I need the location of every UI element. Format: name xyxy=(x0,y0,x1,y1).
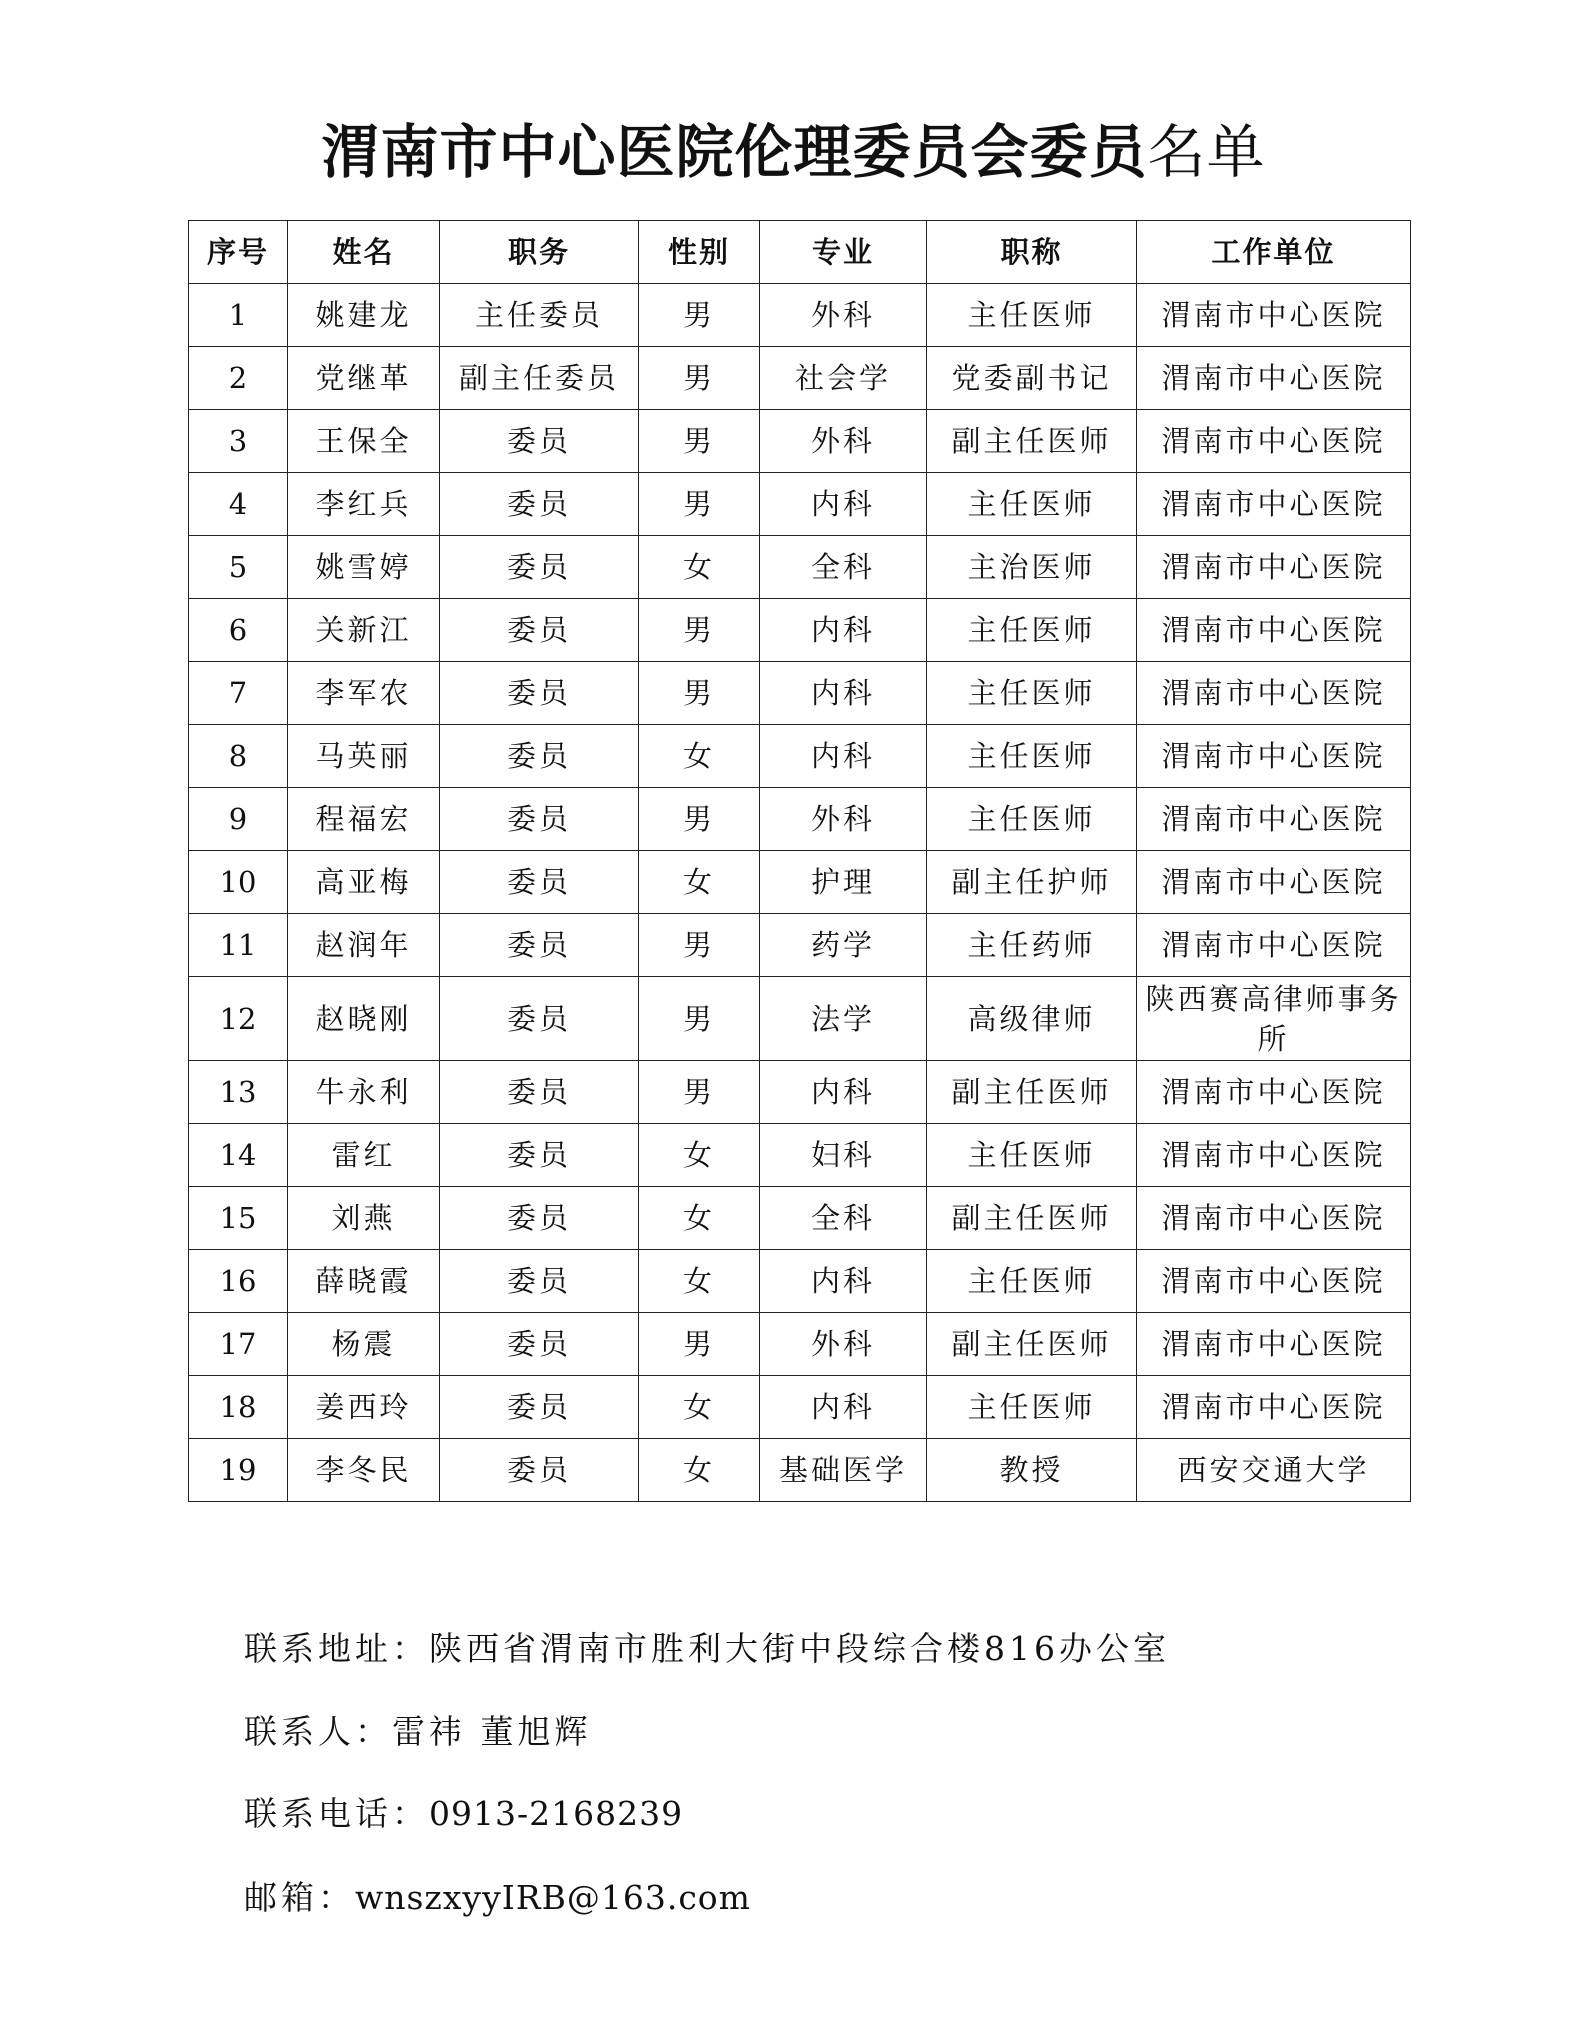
header-position: 职务 xyxy=(440,221,639,284)
cell-title: 主任医师 xyxy=(927,662,1137,725)
cell-position: 委员 xyxy=(440,473,639,536)
cell-gender: 女 xyxy=(639,851,760,914)
cell-name: 刘燕 xyxy=(288,1187,440,1250)
cell-position: 主任委员 xyxy=(440,284,639,347)
contact-phone xyxy=(244,1792,1444,1836)
table-row xyxy=(189,914,1411,977)
cell-index: 12 xyxy=(189,977,288,1061)
cell-name: 姚雪婷 xyxy=(288,536,440,599)
page-title-main: 渭南市中心医院伦理委员会委员 xyxy=(321,118,1148,186)
cell-gender: 男 xyxy=(639,914,760,977)
header-title: 职称 xyxy=(927,221,1137,284)
cell-name: 马英丽 xyxy=(288,725,440,788)
contact-person xyxy=(244,1710,1444,1754)
cell-specialty: 内科 xyxy=(760,473,927,536)
cell-gender: 女 xyxy=(639,536,760,599)
cell-index: 10 xyxy=(189,851,288,914)
cell-workplace: 渭南市中心医院 xyxy=(1137,662,1411,725)
cell-specialty: 护理 xyxy=(760,851,927,914)
cell-gender: 女 xyxy=(639,1439,760,1502)
cell-position: 委员 xyxy=(440,1187,639,1250)
cell-workplace: 渭南市中心医院 xyxy=(1137,1376,1411,1439)
cell-index: 3 xyxy=(189,410,288,473)
cell-workplace: 渭南市中心医院 xyxy=(1137,1061,1411,1124)
cell-gender: 女 xyxy=(639,1376,760,1439)
cell-workplace: 渭南市中心医院 xyxy=(1137,851,1411,914)
cell-specialty: 社会学 xyxy=(760,347,927,410)
cell-gender: 男 xyxy=(639,1313,760,1376)
cell-specialty: 外科 xyxy=(760,788,927,851)
table-row xyxy=(189,1439,1411,1502)
cell-name: 赵晓刚 xyxy=(288,977,440,1061)
contact-phone-value: 0913-2168239 xyxy=(429,1794,684,1833)
cell-specialty: 外科 xyxy=(760,1313,927,1376)
cell-specialty: 外科 xyxy=(760,410,927,473)
cell-index: 11 xyxy=(189,914,288,977)
cell-position: 委员 xyxy=(440,1313,639,1376)
cell-title: 主治医师 xyxy=(927,536,1137,599)
header-index: 序号 xyxy=(189,221,288,284)
cell-title: 副主任医师 xyxy=(927,1061,1137,1124)
cell-name: 程福宏 xyxy=(288,788,440,851)
cell-title: 副主任护师 xyxy=(927,851,1137,914)
cell-name: 赵润年 xyxy=(288,914,440,977)
cell-name: 关新江 xyxy=(288,599,440,662)
table-row xyxy=(189,1313,1411,1376)
cell-gender: 男 xyxy=(639,788,760,851)
cell-workplace: 西安交通大学 xyxy=(1137,1439,1411,1502)
cell-gender: 女 xyxy=(639,1250,760,1313)
cell-gender: 男 xyxy=(639,347,760,410)
cell-index: 1 xyxy=(189,284,288,347)
cell-workplace: 渭南市中心医院 xyxy=(1137,536,1411,599)
cell-title: 高级律师 xyxy=(927,977,1137,1061)
cell-position: 委员 xyxy=(440,1061,639,1124)
contact-address xyxy=(244,1627,1444,1671)
cell-title: 主任医师 xyxy=(927,1250,1137,1313)
table-row xyxy=(189,473,1411,536)
cell-position: 委员 xyxy=(440,410,639,473)
cell-title: 副主任医师 xyxy=(927,1313,1137,1376)
cell-position: 委员 xyxy=(440,662,639,725)
header-name: 姓名 xyxy=(288,221,440,284)
table-row xyxy=(189,347,1411,410)
cell-gender: 男 xyxy=(639,410,760,473)
cell-name: 李冬民 xyxy=(288,1439,440,1502)
cell-workplace: 渭南市中心医院 xyxy=(1137,284,1411,347)
header-gender: 性别 xyxy=(639,221,760,284)
cell-index: 18 xyxy=(189,1376,288,1439)
cell-title: 主任医师 xyxy=(927,725,1137,788)
cell-gender: 男 xyxy=(639,1061,760,1124)
cell-position: 副主任委员 xyxy=(440,347,639,410)
cell-gender: 男 xyxy=(639,662,760,725)
cell-position: 委员 xyxy=(440,1124,639,1187)
header-workplace: 工作单位 xyxy=(1137,221,1411,284)
cell-gender: 男 xyxy=(639,473,760,536)
table-row xyxy=(189,1061,1411,1124)
contact-address-value: 陕西省渭南市胜利大街中段综合楼816办公室 xyxy=(429,1629,1170,1668)
contact-email-label: 邮箱： xyxy=(244,1878,355,1917)
cell-workplace: 渭南市中心医院 xyxy=(1137,914,1411,977)
cell-specialty: 内科 xyxy=(760,599,927,662)
table-row xyxy=(189,599,1411,662)
cell-title: 主任医师 xyxy=(927,788,1137,851)
table-row xyxy=(189,725,1411,788)
cell-position: 委员 xyxy=(440,788,639,851)
member-table-head xyxy=(189,221,1411,284)
cell-specialty: 妇科 xyxy=(760,1124,927,1187)
table-row xyxy=(189,536,1411,599)
header-specialty: 专业 xyxy=(760,221,927,284)
table-row xyxy=(189,284,1411,347)
cell-gender: 男 xyxy=(639,284,760,347)
member-table-body xyxy=(189,284,1411,1502)
cell-workplace: 渭南市中心医院 xyxy=(1137,1187,1411,1250)
cell-title: 主任医师 xyxy=(927,473,1137,536)
cell-workplace: 渭南市中心医院 xyxy=(1137,1124,1411,1187)
cell-specialty: 内科 xyxy=(760,662,927,725)
table-row xyxy=(189,1376,1411,1439)
cell-title: 副主任医师 xyxy=(927,410,1137,473)
cell-name: 雷红 xyxy=(288,1124,440,1187)
cell-workplace: 渭南市中心医院 xyxy=(1137,473,1411,536)
cell-name: 王保全 xyxy=(288,410,440,473)
page-title xyxy=(0,112,1587,192)
cell-specialty: 内科 xyxy=(760,1061,927,1124)
cell-name: 高亚梅 xyxy=(288,851,440,914)
contact-phone-label: 联系电话： xyxy=(244,1794,429,1833)
table-row xyxy=(189,410,1411,473)
table-row xyxy=(189,1250,1411,1313)
contact-email-value[interactable]: wnszxyyIRB@163.com xyxy=(355,1878,751,1917)
cell-name: 李红兵 xyxy=(288,473,440,536)
cell-specialty: 内科 xyxy=(760,725,927,788)
cell-index: 2 xyxy=(189,347,288,410)
cell-specialty: 基础医学 xyxy=(760,1439,927,1502)
cell-index: 7 xyxy=(189,662,288,725)
contact-email xyxy=(244,1876,1444,1920)
cell-gender: 女 xyxy=(639,725,760,788)
table-row xyxy=(189,851,1411,914)
cell-name: 姜西玲 xyxy=(288,1376,440,1439)
cell-workplace: 渭南市中心医院 xyxy=(1137,347,1411,410)
cell-title: 主任药师 xyxy=(927,914,1137,977)
contact-address-label: 联系地址： xyxy=(244,1629,429,1668)
cell-index: 16 xyxy=(189,1250,288,1313)
cell-name: 党继革 xyxy=(288,347,440,410)
cell-workplace: 渭南市中心医院 xyxy=(1137,725,1411,788)
cell-position: 委员 xyxy=(440,1250,639,1313)
table-row xyxy=(189,662,1411,725)
cell-index: 6 xyxy=(189,599,288,662)
contact-person-label: 联系人： xyxy=(244,1712,392,1751)
table-row xyxy=(189,977,1411,1061)
header-row xyxy=(189,221,1411,284)
cell-specialty: 法学 xyxy=(760,977,927,1061)
contact-person-value: 雷祎 董旭辉 xyxy=(392,1712,592,1751)
cell-title: 党委副书记 xyxy=(927,347,1137,410)
cell-workplace: 渭南市中心医院 xyxy=(1137,410,1411,473)
table-row xyxy=(189,1124,1411,1187)
page-title-suffix: 名单 xyxy=(1147,118,1266,186)
cell-specialty: 外科 xyxy=(760,284,927,347)
cell-position: 委员 xyxy=(440,599,639,662)
cell-specialty: 全科 xyxy=(760,536,927,599)
cell-gender: 男 xyxy=(639,977,760,1061)
cell-title: 主任医师 xyxy=(927,1124,1137,1187)
cell-workplace: 陕西赛高律师事务所 xyxy=(1137,977,1411,1061)
cell-name: 薛晓霞 xyxy=(288,1250,440,1313)
cell-index: 14 xyxy=(189,1124,288,1187)
cell-position: 委员 xyxy=(440,536,639,599)
cell-name: 杨震 xyxy=(288,1313,440,1376)
cell-gender: 女 xyxy=(639,1124,760,1187)
cell-position: 委员 xyxy=(440,725,639,788)
cell-title: 主任医师 xyxy=(927,284,1137,347)
cell-index: 5 xyxy=(189,536,288,599)
cell-index: 19 xyxy=(189,1439,288,1502)
cell-title: 主任医师 xyxy=(927,599,1137,662)
cell-position: 委员 xyxy=(440,1439,639,1502)
cell-title: 教授 xyxy=(927,1439,1137,1502)
cell-name: 李军农 xyxy=(288,662,440,725)
cell-index: 13 xyxy=(189,1061,288,1124)
cell-title: 副主任医师 xyxy=(927,1187,1137,1250)
cell-workplace: 渭南市中心医院 xyxy=(1137,599,1411,662)
cell-name: 姚建龙 xyxy=(288,284,440,347)
cell-specialty: 内科 xyxy=(760,1376,927,1439)
cell-index: 9 xyxy=(189,788,288,851)
table-row xyxy=(189,1187,1411,1250)
cell-specialty: 药学 xyxy=(760,914,927,977)
cell-position: 委员 xyxy=(440,914,639,977)
table-row xyxy=(189,788,1411,851)
cell-index: 17 xyxy=(189,1313,288,1376)
cell-index: 15 xyxy=(189,1187,288,1250)
cell-position: 委员 xyxy=(440,851,639,914)
cell-position: 委员 xyxy=(440,1376,639,1439)
cell-workplace: 渭南市中心医院 xyxy=(1137,788,1411,851)
cell-workplace: 渭南市中心医院 xyxy=(1137,1313,1411,1376)
cell-position: 委员 xyxy=(440,977,639,1061)
cell-name: 牛永利 xyxy=(288,1061,440,1124)
cell-workplace: 渭南市中心医院 xyxy=(1137,1250,1411,1313)
cell-gender: 女 xyxy=(639,1187,760,1250)
cell-specialty: 内科 xyxy=(760,1250,927,1313)
cell-index: 4 xyxy=(189,473,288,536)
cell-gender: 男 xyxy=(639,599,760,662)
member-table xyxy=(188,220,1411,1502)
cell-title: 主任医师 xyxy=(927,1376,1137,1439)
cell-specialty: 全科 xyxy=(760,1187,927,1250)
cell-index: 8 xyxy=(189,725,288,788)
